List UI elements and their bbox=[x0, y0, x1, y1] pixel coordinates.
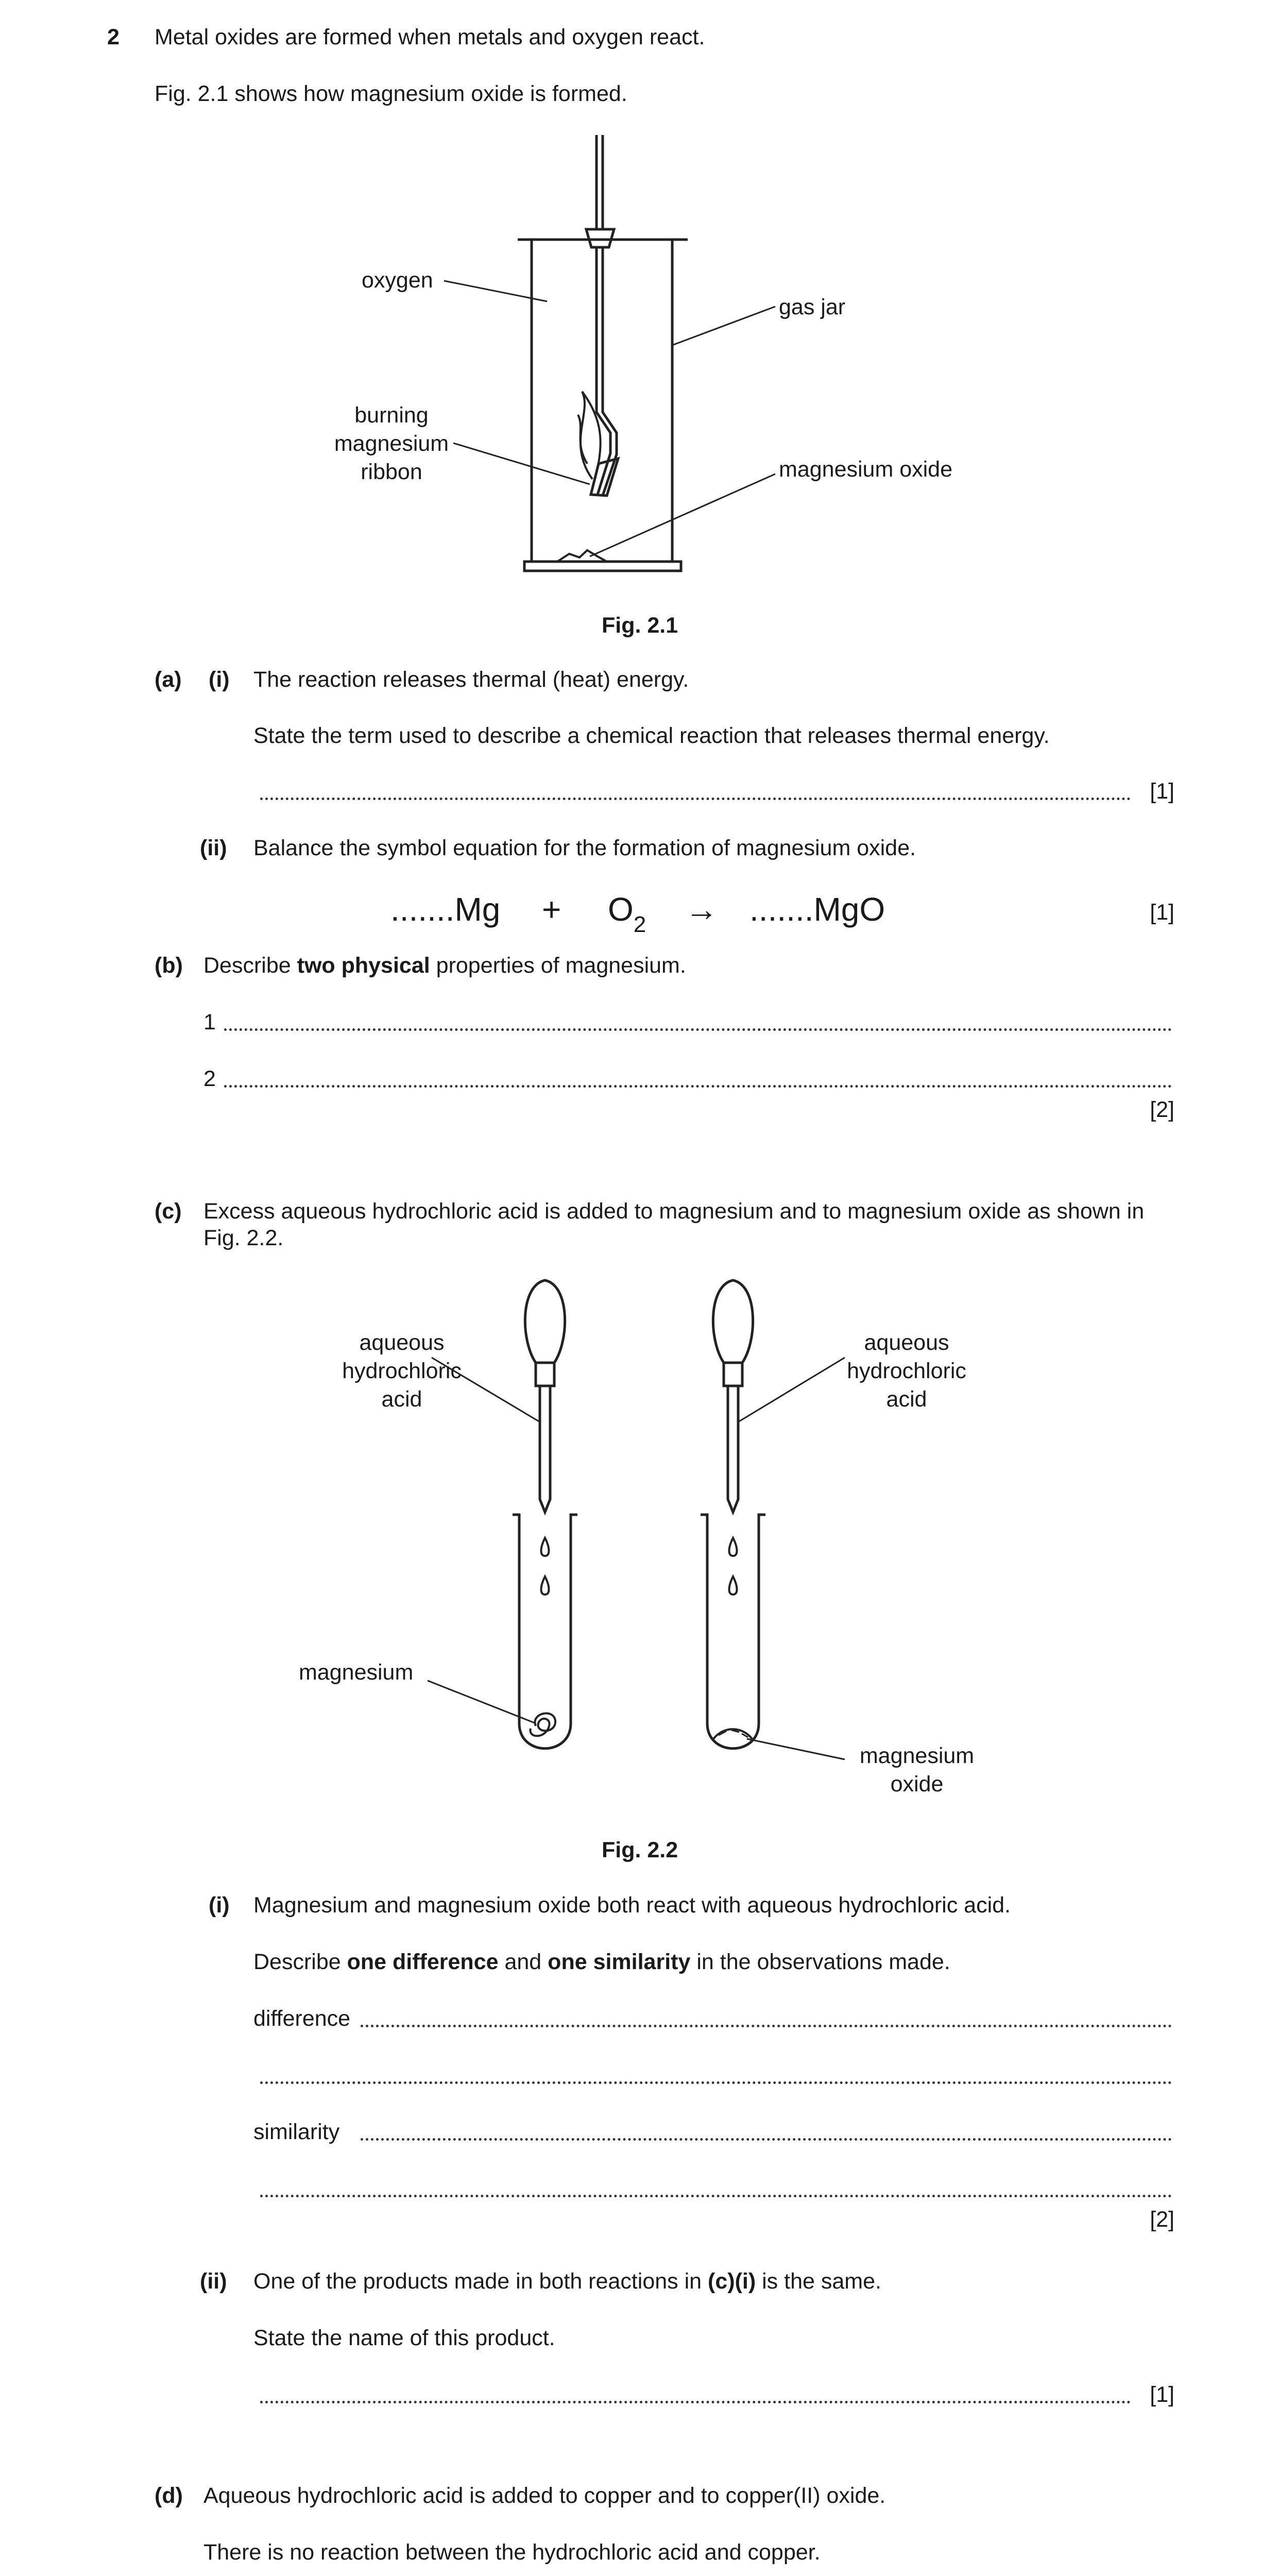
label-mgo-right-1: magnesium bbox=[859, 1743, 975, 1768]
part-c-i-text: Magnesium and magnesium oxide both react with aqueous hydrochloric acid. bbox=[253, 1893, 1011, 1918]
label-burning-2: magnesium bbox=[334, 431, 449, 456]
fig2-diagram bbox=[0, 1236, 1278, 1855]
part-b-text-post: properties of magnesium. bbox=[430, 953, 686, 978]
leader-mgo bbox=[590, 474, 775, 556]
part-c-label: (c) bbox=[155, 1199, 182, 1224]
mark-c-i: [2] bbox=[1150, 2207, 1174, 2232]
fig1-intro: Fig. 2.1 shows how magnesium oxide is formed. bbox=[155, 81, 627, 106]
leader-mgo-right bbox=[747, 1739, 845, 1759]
leader-burning bbox=[453, 443, 590, 484]
magnesium-coil bbox=[531, 1714, 556, 1736]
equation-mg[interactable]: .......Mg bbox=[390, 891, 501, 928]
right-dropper-collar bbox=[724, 1363, 742, 1386]
part-c-i-prompt-2: one difference bbox=[347, 1950, 499, 1974]
left-dropper-collar bbox=[536, 1363, 554, 1386]
mark-b: [2] bbox=[1150, 1097, 1174, 1122]
part-c-i-prompt-1: Describe bbox=[253, 1950, 347, 1974]
equation-mgo[interactable]: .......MgO bbox=[749, 891, 885, 928]
answer-line-b-1[interactable] bbox=[224, 1028, 1172, 1031]
right-dropper-bulb bbox=[713, 1280, 753, 1363]
question-intro: Metal oxides are formed when metals and oxygen react. bbox=[155, 25, 705, 49]
leader-gas-jar bbox=[672, 307, 775, 345]
label-acid-left-1: aqueous bbox=[359, 1330, 445, 1355]
equation-plus: + bbox=[542, 891, 561, 928]
part-c-ii-text bbox=[253, 2268, 881, 2295]
part-c-i-prompt-4: one similarity bbox=[548, 1950, 691, 1974]
answer-line-similarity-2[interactable] bbox=[260, 2195, 1172, 2197]
label-magnesium-oxide: magnesium oxide bbox=[779, 457, 953, 482]
part-b-label: (b) bbox=[155, 953, 183, 978]
right-test-tube bbox=[701, 1515, 765, 1749]
similarity-label: similarity bbox=[253, 2120, 340, 2144]
part-a-i-prompt: State the term used to describe a chemical reaction that releases thermal energy. bbox=[253, 723, 1050, 748]
answer-line-similarity-1[interactable] bbox=[361, 2138, 1172, 2141]
mark-c-ii: [1] bbox=[1150, 2382, 1174, 2407]
label-acid-right-2: hydrochloric bbox=[847, 1359, 966, 1383]
label-acid-right-1: aqueous bbox=[864, 1330, 949, 1355]
label-gas-jar: gas jar bbox=[779, 295, 846, 319]
answer-line-b-2[interactable] bbox=[224, 1085, 1172, 1088]
label-magnesium: magnesium bbox=[299, 1660, 414, 1685]
answer-line-difference-1[interactable] bbox=[361, 2025, 1172, 2027]
answer-line-difference-2[interactable] bbox=[260, 2081, 1172, 2084]
part-c-i-label: (i) bbox=[209, 1893, 230, 1918]
mark-a-ii: [1] bbox=[1150, 900, 1174, 925]
part-a-i-label: (i) bbox=[209, 667, 230, 692]
part-b-text-pre: Describe bbox=[203, 953, 297, 978]
left-dropper-tube bbox=[540, 1386, 550, 1512]
part-b-text-bold: two physical bbox=[297, 953, 430, 978]
part-d-label: (d) bbox=[155, 2483, 183, 2508]
equation-o-subscript: 2 bbox=[633, 912, 646, 937]
fig2-caption: Fig. 2.2 bbox=[602, 1838, 678, 1862]
part-c-text: Excess aqueous hydrochloric acid is added to magnesium and to magnesium oxide as shown in Fig. 2.2. bbox=[203, 1199, 1145, 1250]
part-a-ii-text: Balance the symbol equation for the formation of magnesium oxide. bbox=[253, 836, 916, 860]
part-c-ii-text-post: is the same. bbox=[756, 2269, 881, 2294]
part-c-ii-label: (ii) bbox=[200, 2269, 227, 2294]
difference-label: difference bbox=[253, 2006, 351, 2031]
gas-jar-base bbox=[524, 562, 681, 571]
part-c-i-prompt-3: and bbox=[498, 1950, 548, 1974]
part-b-text bbox=[203, 952, 686, 979]
part-a-ii-label: (ii) bbox=[200, 836, 227, 860]
equation-arrow: → bbox=[685, 891, 718, 928]
part-c-ii-text-bold: (c)(i) bbox=[708, 2269, 756, 2294]
question-number: 2 bbox=[107, 25, 120, 49]
part-a-i-text: The reaction releases thermal (heat) energy. bbox=[253, 667, 689, 692]
left-drop-1 bbox=[541, 1538, 549, 1556]
right-drop-2 bbox=[729, 1577, 737, 1595]
part-c-i-prompt-5: in the observations made. bbox=[690, 1950, 950, 1974]
spoon-handle bbox=[597, 135, 603, 229]
answer-line-a-i[interactable] bbox=[260, 798, 1131, 800]
label-oxygen: oxygen bbox=[362, 268, 433, 293]
part-a-label: (a) bbox=[155, 667, 182, 692]
part-c-ii-prompt: State the name of this product. bbox=[253, 2326, 555, 2350]
label-acid-left-2: hydrochloric bbox=[342, 1359, 462, 1383]
label-mgo-right-2: oxide bbox=[890, 1772, 944, 1797]
label-acid-left-3: acid bbox=[381, 1387, 422, 1412]
part-c-i-prompt bbox=[253, 1948, 950, 1975]
label-acid-right-3: acid bbox=[886, 1387, 927, 1412]
fig1-caption: Fig. 2.1 bbox=[602, 613, 678, 638]
answer-line-c-ii[interactable] bbox=[260, 2401, 1131, 2403]
equation-o: O bbox=[608, 891, 634, 928]
part-b-line2-number: 2 bbox=[203, 1066, 216, 1091]
left-dropper-bulb bbox=[525, 1280, 565, 1363]
equation-o2 bbox=[608, 889, 646, 937]
right-dropper-tube bbox=[728, 1386, 738, 1512]
label-burning-1: burning bbox=[354, 403, 429, 428]
part-b-line1-number: 1 bbox=[203, 1010, 216, 1035]
part-c-ii-text-pre: One of the products made in both reactions in bbox=[253, 2269, 708, 2294]
label-burning-3: ribbon bbox=[361, 460, 422, 484]
part-d-line2: There is no reaction between the hydrochloric acid and copper. bbox=[203, 2540, 821, 2565]
mark-a-i: [1] bbox=[1150, 779, 1174, 804]
left-drop-2 bbox=[541, 1577, 549, 1595]
fig1-diagram bbox=[0, 0, 1278, 618]
right-drop-1 bbox=[729, 1538, 737, 1556]
part-d-line1: Aqueous hydrochloric acid is added to copper and to copper(II) oxide. bbox=[203, 2483, 886, 2508]
